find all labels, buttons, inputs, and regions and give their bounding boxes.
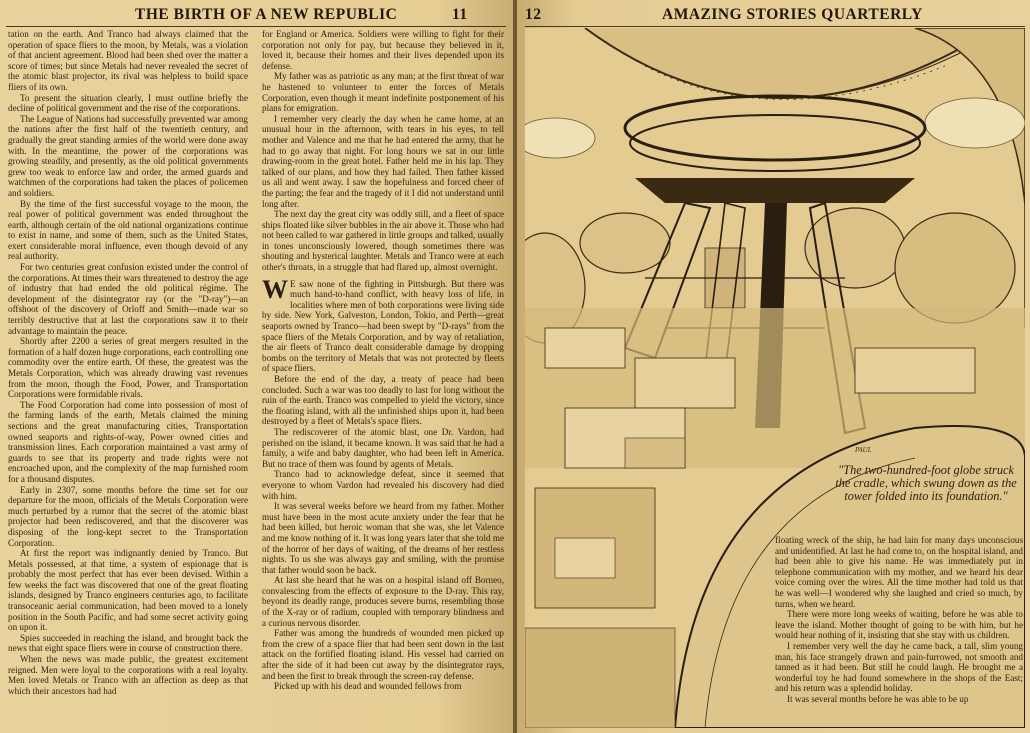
text-column-1 — [8, 29, 248, 729]
paragraph: tation on the earth. And Tranco had always claimed that the operation of space fliers to the moon, by Metals, was a violation of that ancient agreement. Blood had been shed over the matter a score of times; but since Metals had never revealed the secret of the atomic blast projector, its rival was helpless to build space fliers of its own. — [8, 29, 248, 92]
paragraph: At first the report was indignantly denied by Tranco. But Metals possessed, at that time, a system of espionage that is probably the most perfect that has ever been devised. Within a few weeks the fact was discovered that one of the great floating islands, designed by Tranco engineers centuries ago, to facilitate transoceanic aerial communication, had been moved to a lonely position in the South Pacific, and had some secret activity going on upon it. — [8, 548, 248, 633]
header-rule — [525, 26, 1025, 27]
paragraph: I remember very clearly the day when he came home, at an unusual hour in the afternoon, with tears in his eyes, to tell mother and Valence and me that he had entered the army, that he had to go away that night. For long hours we sat in our little drawing-room in the great hotel. Father held me in his lap. They talked of our plans, and how they had failed. Then father kissed us all and went away. I saw the hopefulness and forced cheer of the parting; the fear and the tragedy of it I did not understand until long after. — [262, 113, 504, 209]
paragraph: When the news was made public, the greatest excitement reigned. Men were loyal to the corporations with a real loyalty. Men loved Metals or Tranco with an affection as deep as that which their ancestors had had — [8, 654, 248, 696]
artist-signature: PAUL — [855, 446, 872, 454]
paragraph: The Food Corporation had come into possession of most of the farming lands of the earth, Metals claimed the mining sections and the great manufacturing cities, Transportation owned seaports and rights-of-way, Power owned cities and transmission lines. Each corporation maintained a vast army of guards to see that its property and trade rights were not encroached upon, and the complexity of the map furnished room for a thousand disputes. — [8, 399, 248, 484]
paragraph: At last she heard that he was on a hospital island off Borneo, convalescing from the effects of exposure to the D-ray. This ray, beyond its deadly range, produces severe burns, resembling those of the X-ray or of radium, coupled with temporary blindness and a curious nervous disorder. — [262, 575, 504, 628]
paragraph: My father was as patriotic as any man; at the first threat of war he hastened to volunteer to enter the forces of Metals Corporation, even though it meant indefinite postponement of his plans for emigration. — [262, 71, 504, 114]
section-opening-paragraph — [262, 274, 504, 374]
paragraph: By the time of the first successful voyage to the moon, the real power of political government was ended throughout the earth, although certain of the old national organizations continue to exist in name, and some of them, such as the United States, exert considerable moral influence, even though devoid of any real authority. — [8, 198, 248, 262]
paragraph: The League of Nations had successfully prevented war among the nations after the first half of the twentieth century, and gradually the great standing armies of the world were done away with. In the meantime, the power of the corporations was growing steadily, and presently, as the old political governments grew too weak to enforce law and order, the armed guards and watchmen of the corporations had taken the places of policemen and soldiers. — [8, 113, 248, 198]
paragraph: There were more long weeks of waiting, before he was able to leave the island. Mother thought of going to be with him, but he would hear nothing of it, insisting that she stay with us children. — [775, 609, 1023, 641]
text-column-2 — [262, 29, 504, 729]
paragraph: For two centuries great confusion existed under the control of the corporations. At times their wars threatened to destroy the age of industry that had ended the old political régime. The development of the disintegrator ray (or the "D-ray")—an offshoot of the discovery of Orloff and Smith—made war so terribly destructive that at last the corporations saw it to their advantage to maintain the peace. — [8, 262, 248, 336]
paragraph: Tranco had to acknowledge defeat, since it seemed that everyone to whom Vardon had revealed his discovery had died with him. — [262, 469, 504, 501]
paragraph: Spies succeeded in reaching the island, and brought back the news that eight space fliers were in course of construction there. — [8, 632, 248, 654]
paragraph: The rediscoverer of the atomic blast, one Dr. Vardon, had perished on the island, it became known. It was said that he had a family, a wife and baby daughter, who had been left in America. But no trace of them was found by agents of Metals. — [262, 426, 504, 469]
paragraph: I remember very well the day he came back, a tall, slim young man, his face strangely drawn and pain-furrowed, not smooth and tanned as it had been. But still he could laugh. He brought me a wonderful toy he had found somewhere in the shops of the East; and his return was a splendid holiday. — [775, 640, 1023, 694]
drop-cap: W — [262, 274, 288, 304]
paragraph: floating wreck of the ship, he had lain for many days unconscious and unidentified. At last he had come to, on the hospital island, and had been able to give his name. He was immediately put in telephone communication with my mother, and we heard his dear voice coming over the wires. All the time mother had told us that he was well—I wondered why she laughed and cried so much, by turns, when we heard. — [775, 535, 1023, 609]
paragraph: Shortly after 2200 a series of great mergers resulted in the formation of a half dozen huge corporations, each controlling one commodity over the entire earth. Of these, the greatest was the Metals Corporation, which was already drawing vast revenues from the moon, though the Food, Power, and Transportation Corporations were formidable rivals. — [8, 336, 248, 400]
left-page — [0, 0, 513, 733]
paragraph: It was several weeks before we heard from my father. Mother must have been in the most acute anxiety under the fear that he had been killed, but heroic woman that she was, she let Valence and me know nothing of it. It was long years later that she told me of the horror of her days of waiting, of the dreams of her restless nights. To us she was always gay and smiling, with the promise that father would soon be back. — [262, 501, 504, 575]
running-title: THE BIRTH OF A NEW REPUBLIC — [135, 6, 398, 23]
running-title: AMAZING STORIES QUARTERLY — [662, 6, 923, 23]
paragraph: for England or America. Soldiers were willing to fight for their corporation not only for pay, but because they believed in it, loved it, because their homes and their lives depended upon its defense. — [262, 29, 504, 71]
paragraph: To present the situation clearly, I must outline briefly the decline of political government and the rise of the corporations. — [8, 92, 248, 114]
paragraph: Early in 2307, some months before the time set for our departure for the moon, officials of the Metals Corporation were much perturbed by a rumor that the secret of the atomic blast projector had been rediscovered, and that the discoverer was disposing of the long-kept secret to the Transportation Corporation. — [8, 484, 248, 548]
page-number: 12 — [525, 6, 542, 23]
paragraph: It was several months before he was able to be up — [787, 693, 969, 704]
header-rule — [6, 26, 506, 27]
page-number: 11 — [452, 6, 468, 23]
paragraph: Before the end of the day, a treaty of peace had been concluded. Such a war was too deadly to last for long without the ruin of the earth. Tranco was compelled to yield the victory, since the floating island, with all the unfinished ships upon it, had been destroyed by a fleet of Metals's space fliers. — [262, 374, 504, 427]
paragraph: Picked up with his dead and wounded fellows from — [274, 681, 462, 692]
paragraph: The next day the great city was oddly still, and a fleet of space ships floated like silver bubbles in the air above it. Those who had not been called to war gathered in little groups and talked, usually in tones unconsciously lowered, though sometimes there was shouting and hysterical laughter. Metals and Tranco were at each other's throats, in a struggle that had flared up, almost overnight. — [262, 209, 504, 273]
drop-cap-text: E saw none of the fighting in Pittsburgh. But there was much hand-to-hand conflict, with heavy loss of life, in localities where men of both corporations were living side by side. New York, Galveston, London, Tokio, and Perth—great seaports owned by Tranco—had been swept by "D-rays" from the space fliers of the Metals Corporation, and by way of retaliation, the air fleets of Tranco dealt considerable damage by dropping bombs on the territory of Metals that was not protected by fleets of space fliers. — [262, 278, 504, 374]
text-column-3 — [775, 535, 1023, 730]
illustration-caption: "The two-hundred-foot globe struck the cradle, which swung down as the tower folded into its foundation." — [835, 463, 1017, 503]
right-page — [517, 0, 1030, 733]
paragraph: Father was among the hundreds of wounded men picked up from the crew of a space flier that had been sent down in the last attack on the fortified floating island. His vessel had carried on after the side of it had been cut away by the disintegrator rays, and been the first to break through the screen-ray defense. — [262, 628, 504, 681]
